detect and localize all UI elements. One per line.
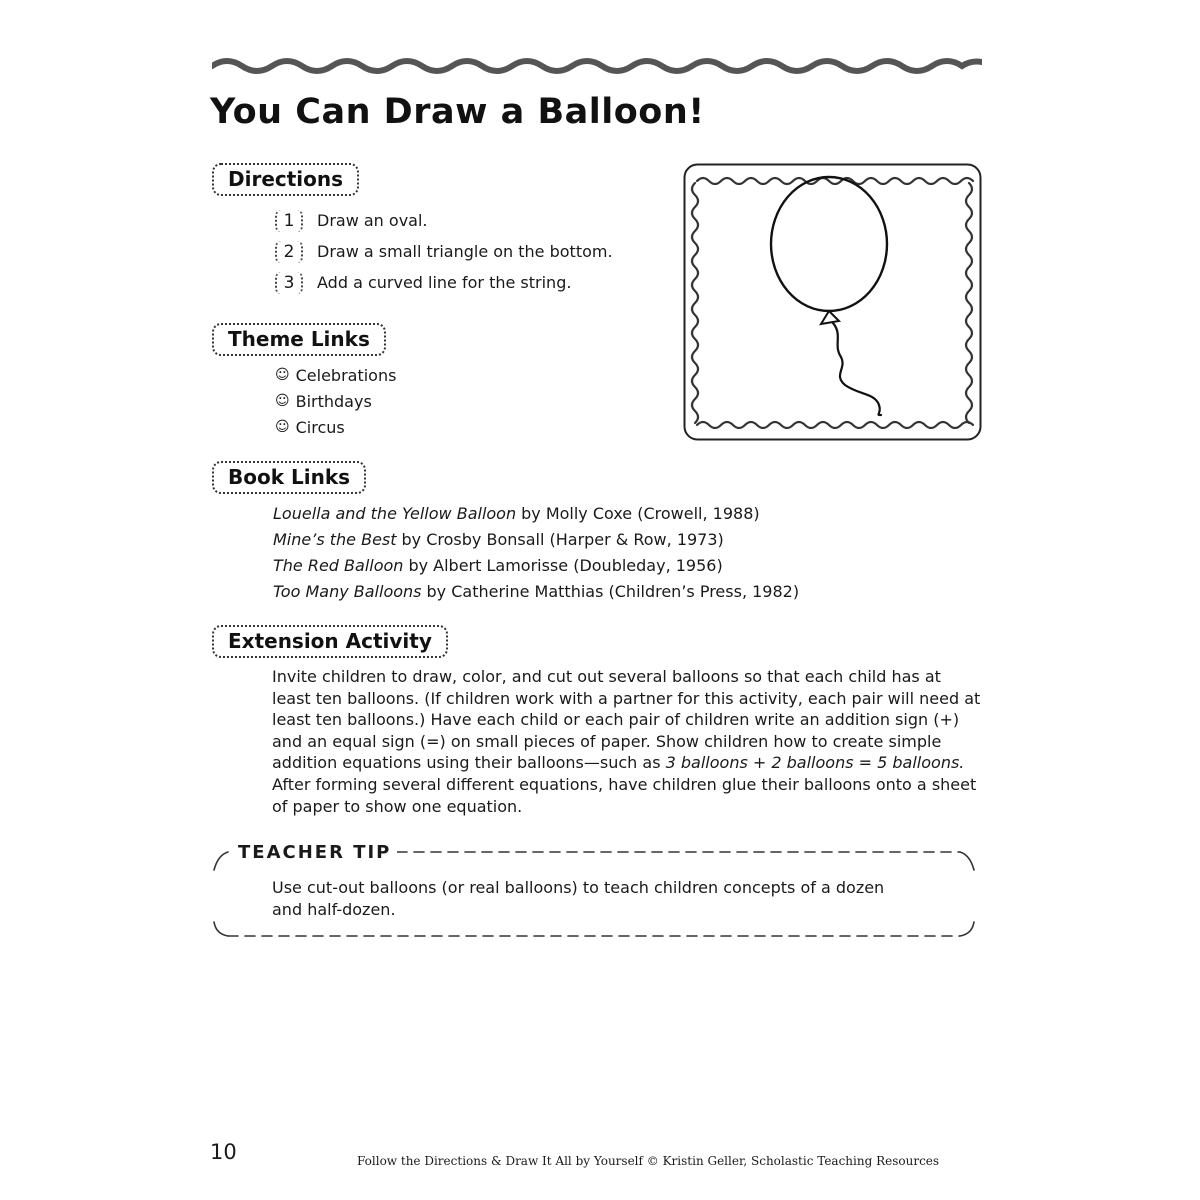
- list-item: [275, 388, 396, 414]
- list-item: [275, 362, 396, 388]
- list-item: [275, 205, 613, 236]
- extension-text-part2: After forming several different equations, have children glue their balloons onto a sheet of paper to show one equation.: [272, 774, 977, 816]
- list-item: [275, 267, 613, 298]
- directions-list: [275, 205, 613, 298]
- list-item: [275, 414, 396, 440]
- theme-link-text: Circus: [295, 417, 345, 437]
- page-title: You Can Draw a Balloon!: [210, 92, 705, 132]
- theme-links-list: [275, 362, 396, 440]
- book-details: by Catherine Matthias (Children’s Press, 1982): [426, 581, 800, 601]
- step-text: Draw an oval.: [317, 211, 428, 230]
- book-links-label-box: [212, 461, 366, 494]
- extension-text-equation: 3 balloons + 2 balloons = 5 balloons.: [665, 753, 965, 773]
- theme-link-text: Birthdays: [295, 391, 372, 411]
- list-item: [273, 526, 799, 552]
- theme-links-label-box: [212, 323, 386, 356]
- list-item: [273, 500, 799, 526]
- list-item: [273, 578, 799, 604]
- extension-activity-label: Extension Activity: [212, 625, 448, 658]
- list-item: [275, 236, 613, 267]
- theme-links-label: Theme Links: [212, 323, 386, 356]
- balloon-illustration: [683, 163, 983, 441]
- book-details: by Molly Coxe (Crowell, 1988): [521, 503, 760, 523]
- step-number: 1: [275, 210, 303, 232]
- book-title: Mine’s the Best: [273, 529, 397, 549]
- smiley-icon: ☺: [275, 419, 290, 435]
- footer-credit: Follow the Directions & Draw It All by Yourself © Kristin Geller, Scholastic Teaching Resources: [357, 1154, 940, 1168]
- theme-link-text: Celebrations: [295, 365, 397, 385]
- book-title: Louella and the Yellow Balloon: [273, 503, 517, 523]
- extension-label-box: [212, 625, 448, 658]
- step-number: 3: [275, 272, 303, 294]
- book-links-list: [273, 500, 799, 604]
- extension-activity-text: [272, 666, 982, 817]
- step-number: 2: [275, 241, 303, 263]
- book-title: The Red Balloon: [273, 555, 404, 575]
- teacher-tip-label: TEACHER TIP: [238, 842, 397, 863]
- teacher-tip-text: Use cut-out balloons (or real balloons) to teach children concepts of a dozen and half-dozen.: [272, 878, 885, 919]
- book-title: Too Many Balloons: [273, 581, 422, 601]
- book-details: by Crosby Bonsall (Harper & Row, 1973): [401, 529, 724, 549]
- extension-text-part1: Invite children to draw, color, and cut out several balloons so that each child has at least ten balloons. (If children work with a partner for this activity, each pair will need at least ten balloons.) Have each child or each pair of children write an addition sign (+) and an equal sign (=) on small pieces of paper. Show children how to create simple addition equations using their balloons—such as: [272, 667, 981, 773]
- smiley-icon: ☺: [275, 393, 290, 409]
- directions-label: Directions: [212, 163, 359, 196]
- book-details: by Albert Lamorisse (Doubleday, 1956): [408, 555, 723, 575]
- page-number: 10: [210, 1140, 237, 1164]
- decorative-wavy-rule: [212, 50, 982, 80]
- list-item: [273, 552, 799, 578]
- book-links-label: Book Links: [212, 461, 366, 494]
- directions-label-box: [212, 163, 359, 196]
- smiley-icon: ☺: [275, 367, 290, 383]
- step-text: Add a curved line for the string.: [317, 273, 572, 292]
- step-text: Draw a small triangle on the bottom.: [317, 242, 613, 261]
